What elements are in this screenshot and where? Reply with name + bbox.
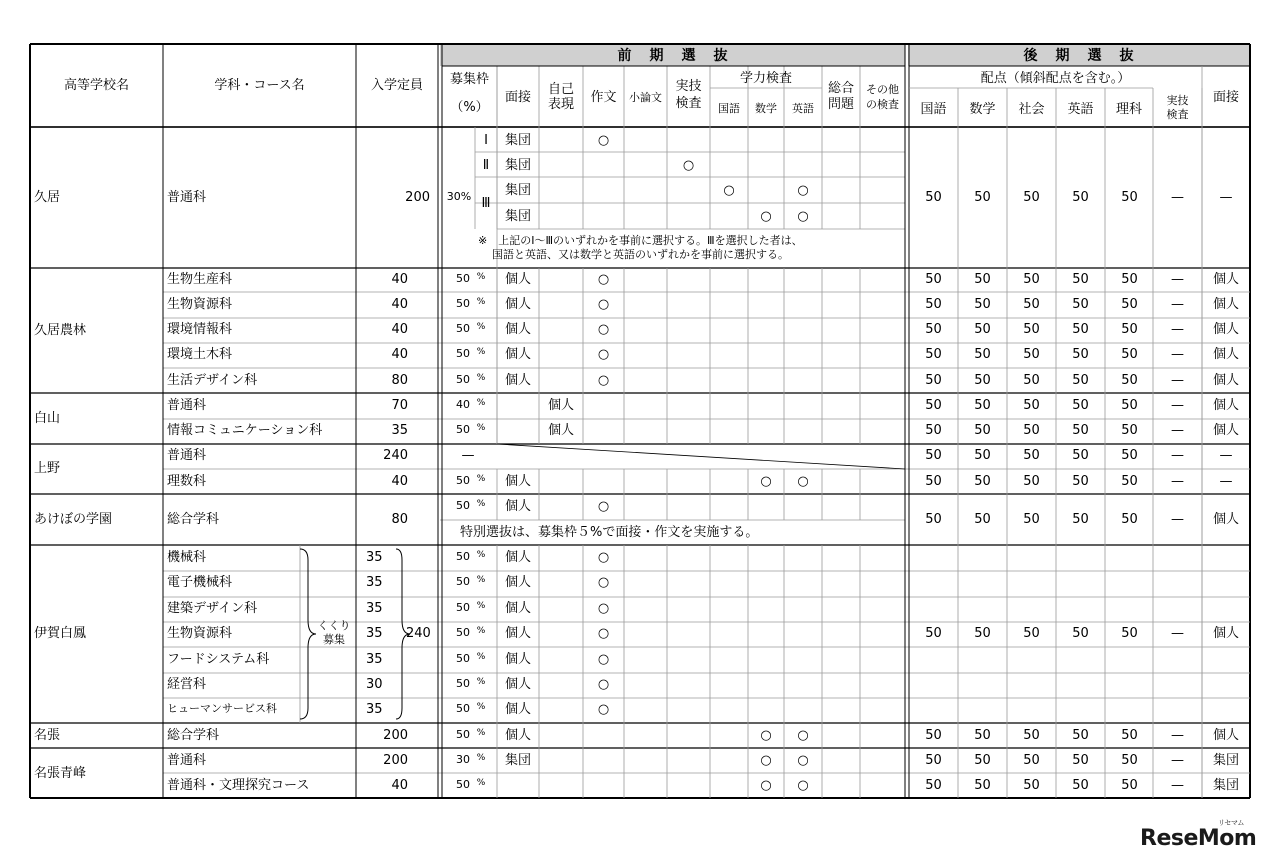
late-score: 50 xyxy=(1023,373,1040,388)
late-score: 50 xyxy=(925,626,942,641)
header-school: 高等学校名 xyxy=(63,78,129,93)
school-name: 伊賀白鳳 xyxy=(34,626,87,641)
header-practical2: 検査 xyxy=(675,96,702,111)
late-score: 50 xyxy=(974,373,991,388)
course-name: 普通科・文理探究コース xyxy=(167,778,310,793)
course-name: 普通科 xyxy=(167,190,207,205)
late-interview: 集団 xyxy=(1212,753,1239,768)
late-practical-dash: — xyxy=(1171,347,1184,362)
self-value: 個人 xyxy=(547,398,574,413)
capacity: 240 xyxy=(383,448,408,463)
essay-circle: ○ xyxy=(597,677,610,692)
quota-pct: % xyxy=(476,575,486,585)
late-score: 50 xyxy=(925,753,942,768)
capacity: 70 xyxy=(391,398,408,413)
quota-pct: % xyxy=(476,652,486,662)
header-sogo2: 問題 xyxy=(827,97,854,112)
school-name: 久居 xyxy=(34,190,61,205)
quota-pct: % xyxy=(476,499,486,509)
group-label2: 募集 xyxy=(323,633,345,646)
note-line1: ※ 上記のⅠ～Ⅲのいずれかを事前に選択する。Ⅲを選択した者は、 xyxy=(478,234,803,247)
late-score: 50 xyxy=(1023,423,1040,438)
capacity: 200 xyxy=(383,753,408,768)
school-name: 名張青峰 xyxy=(34,766,87,781)
late-score: 50 xyxy=(974,190,991,205)
quota-pct: % xyxy=(476,322,486,332)
late-practical-dash: — xyxy=(1171,626,1184,641)
course-name: 環境情報科 xyxy=(167,322,233,337)
course-name: ヒューマンサービス科 xyxy=(167,702,277,715)
capacity: 35 xyxy=(366,550,383,565)
late-score: 50 xyxy=(1072,297,1089,312)
capacity: 80 xyxy=(391,373,408,388)
late-score: 50 xyxy=(1023,626,1040,641)
late-score: 50 xyxy=(1121,448,1138,463)
capacity: 40 xyxy=(391,474,408,489)
header-practical1: 実技 xyxy=(675,79,702,94)
late-score: 50 xyxy=(1121,347,1138,362)
quota-value: 30 xyxy=(456,753,470,766)
quota-pct: % xyxy=(476,423,486,433)
late-score: 50 xyxy=(1121,753,1138,768)
capacity: 40 xyxy=(391,322,408,337)
school-name: 白山 xyxy=(34,411,61,426)
roman3: Ⅲ xyxy=(481,196,491,211)
quota-pct: % xyxy=(476,753,486,763)
group-label1: くくり xyxy=(317,619,351,632)
logo-sub: リセマム xyxy=(1218,819,1244,827)
essay-circle: ○ xyxy=(597,626,610,641)
late-score: 50 xyxy=(974,512,991,527)
sugaku-circle: ○ xyxy=(760,209,772,224)
special-note: 特別選抜は、募集枠５%で面接・作文を実施する。 xyxy=(460,525,759,540)
header-early: 前 期 選 抜 xyxy=(617,48,730,64)
quota-pct: % xyxy=(476,550,486,560)
essay-circle: ○ xyxy=(597,347,610,362)
self-value: 個人 xyxy=(547,423,574,438)
course-name: 生物生産科 xyxy=(167,272,233,287)
quota-value: 50 xyxy=(456,322,470,335)
late-score: 50 xyxy=(1072,373,1089,388)
quota-value: 50 xyxy=(456,297,470,310)
course-name: 機械科 xyxy=(167,550,207,565)
late-practical-dash: — xyxy=(1171,398,1184,413)
late-score: 50 xyxy=(974,322,991,337)
header-late-practical2: 検査 xyxy=(1166,108,1189,121)
eigo-circle: ○ xyxy=(797,183,809,198)
quota-value: 50 xyxy=(456,272,470,285)
late-practical-dash: — xyxy=(1171,322,1184,337)
late-score: 50 xyxy=(1072,190,1089,205)
late-score: 50 xyxy=(1121,190,1138,205)
quota-value: 30% xyxy=(446,190,472,203)
course-name: 総合学科 xyxy=(167,512,220,527)
sugaku-circle: ○ xyxy=(760,728,772,743)
quota-pct: % xyxy=(476,297,486,307)
interview-value: 個人 xyxy=(504,347,531,362)
header-quota-unit: （%） xyxy=(450,100,489,115)
course-name: 生物資源科 xyxy=(167,297,233,312)
logo-text: ReseMom xyxy=(1140,826,1257,851)
quota-pct: % xyxy=(476,778,486,788)
course-name: 建築デザイン科 xyxy=(167,601,258,616)
sugaku-circle: ○ xyxy=(760,753,772,768)
late-score: 50 xyxy=(925,778,942,793)
capacity: 80 xyxy=(391,512,408,527)
course-name: 理数科 xyxy=(167,474,207,489)
late-score: 50 xyxy=(974,398,991,413)
school-name: あけぼの学園 xyxy=(34,512,113,527)
late-score: 50 xyxy=(1121,474,1138,489)
interview-value: 個人 xyxy=(504,677,531,692)
late-interview: 個人 xyxy=(1212,373,1239,388)
essay-circle: ○ xyxy=(597,702,610,717)
late-score: 50 xyxy=(974,474,991,489)
quota-pct: % xyxy=(476,601,486,611)
course-name: 総合学科 xyxy=(167,728,220,743)
late-interview: 個人 xyxy=(1212,297,1239,312)
late-score: 50 xyxy=(925,728,942,743)
late-score: 50 xyxy=(925,347,942,362)
header-interview: 面接 xyxy=(504,90,531,105)
interview-value: 集団 xyxy=(504,183,531,198)
late-practical-dash: — xyxy=(1171,423,1184,438)
course-name: 環境土木科 xyxy=(167,347,233,362)
header-late-rika: 理科 xyxy=(1115,102,1142,117)
late-practical-dash: — xyxy=(1171,474,1184,489)
header-late: 後 期 選 抜 xyxy=(1023,48,1136,64)
quota-value: 50 xyxy=(456,550,470,563)
late-score: 50 xyxy=(1023,297,1040,312)
late-score: 50 xyxy=(925,423,942,438)
late-practical-dash: — xyxy=(1171,297,1184,312)
quota-pct: % xyxy=(476,702,486,712)
late-score: 50 xyxy=(1072,626,1089,641)
eigo-circle: ○ xyxy=(797,728,809,743)
eigo-circle: ○ xyxy=(797,778,809,793)
late-score: 50 xyxy=(925,190,942,205)
quota-pct: % xyxy=(476,626,486,636)
late-interview: 個人 xyxy=(1212,322,1239,337)
late-interview: — xyxy=(1219,190,1233,205)
essay-circle: ○ xyxy=(597,499,610,514)
roman2: Ⅱ xyxy=(482,158,490,173)
school-name: 久居農林 xyxy=(34,323,87,338)
interview-value: 個人 xyxy=(504,601,531,616)
late-interview: — xyxy=(1219,474,1233,489)
capacity: 200 xyxy=(405,190,430,205)
late-practical-dash: — xyxy=(1171,778,1184,793)
interview-value: 個人 xyxy=(504,297,531,312)
header-course: 学科・コース名 xyxy=(214,78,305,93)
quota-dash: — xyxy=(461,448,475,463)
interview-value: 個人 xyxy=(504,272,531,287)
late-score: 50 xyxy=(974,448,991,463)
late-score: 50 xyxy=(1072,753,1089,768)
header-sogo1: 総合 xyxy=(827,81,854,96)
interview-value: 集団 xyxy=(504,133,531,148)
late-score: 50 xyxy=(974,423,991,438)
late-score: 50 xyxy=(1072,512,1089,527)
essay-circle: ○ xyxy=(597,133,610,148)
quota-value: 50 xyxy=(456,626,470,639)
late-score: 50 xyxy=(1072,423,1089,438)
interview-value: 個人 xyxy=(504,373,531,388)
interview-value: 個人 xyxy=(504,575,531,590)
late-score: 50 xyxy=(974,272,991,287)
capacity: 40 xyxy=(391,778,408,793)
capacity: 35 xyxy=(366,626,383,641)
interview-value: 個人 xyxy=(504,474,531,489)
quota-pct: % xyxy=(476,398,486,408)
school-name: 名張 xyxy=(34,728,61,743)
late-score: 50 xyxy=(1023,474,1040,489)
late-score: 50 xyxy=(1023,448,1040,463)
quota-value: 50 xyxy=(456,373,470,386)
quota-value: 50 xyxy=(456,601,470,614)
quota-value: 50 xyxy=(456,474,470,487)
header-other2: の検査 xyxy=(866,98,899,111)
late-practical-dash: — xyxy=(1171,728,1184,743)
kokugo-circle: ○ xyxy=(723,183,735,198)
capacity-total: 240 xyxy=(406,626,431,641)
late-practical-dash: — xyxy=(1171,448,1184,463)
eigo-circle: ○ xyxy=(797,474,809,489)
late-score: 50 xyxy=(1023,728,1040,743)
late-score: 50 xyxy=(1072,322,1089,337)
interview-value: 個人 xyxy=(504,322,531,337)
quota-value: 50 xyxy=(456,677,470,690)
header-late-shakai: 社会 xyxy=(1018,102,1045,117)
late-interview: 個人 xyxy=(1212,728,1239,743)
resemom-logo xyxy=(1140,819,1257,851)
interview-value: 個人 xyxy=(504,550,531,565)
essay-circle: ○ xyxy=(597,297,610,312)
quota-value: 50 xyxy=(456,499,470,512)
capacity: 35 xyxy=(366,575,383,590)
late-interview: 個人 xyxy=(1212,423,1239,438)
quota-value: 50 xyxy=(456,778,470,791)
essay-circle: ○ xyxy=(597,575,610,590)
late-score: 50 xyxy=(1072,398,1089,413)
quota-value: 50 xyxy=(456,728,470,741)
header-late-sugaku: 数学 xyxy=(969,102,996,117)
capacity: 200 xyxy=(383,728,408,743)
course-name: 電子機械科 xyxy=(167,575,233,590)
header-self1: 自己 xyxy=(547,82,574,97)
late-score: 50 xyxy=(1072,474,1089,489)
late-score: 50 xyxy=(925,297,942,312)
note-line2: 国語と英語、又は数学と英語のいずれかを事前に選択する。 xyxy=(492,248,789,261)
eigo-circle: ○ xyxy=(797,209,809,224)
essay-circle: ○ xyxy=(597,652,610,667)
interview-value: 集団 xyxy=(504,209,531,224)
late-interview: — xyxy=(1219,448,1233,463)
header-late-eigo: 英語 xyxy=(1067,102,1094,117)
interview-value: 個人 xyxy=(504,652,531,667)
late-score: 50 xyxy=(1121,728,1138,743)
late-score: 50 xyxy=(1072,448,1089,463)
late-score: 50 xyxy=(974,728,991,743)
late-score: 50 xyxy=(1023,512,1040,527)
header-other1: その他 xyxy=(866,83,899,96)
late-score: 50 xyxy=(1023,272,1040,287)
header-sugaku: 数学 xyxy=(755,102,777,115)
essay-circle: ○ xyxy=(597,550,610,565)
interview-value: 個人 xyxy=(504,626,531,641)
course-name: 生活デザイン科 xyxy=(167,373,258,388)
late-score: 50 xyxy=(1072,272,1089,287)
late-score: 50 xyxy=(925,474,942,489)
eigo-circle: ○ xyxy=(797,753,809,768)
quota-value: 50 xyxy=(456,702,470,715)
late-score: 50 xyxy=(1121,398,1138,413)
late-score: 50 xyxy=(925,398,942,413)
interview-value: 個人 xyxy=(504,702,531,717)
late-score: 50 xyxy=(1072,778,1089,793)
late-score: 50 xyxy=(1023,753,1040,768)
header-kokugo: 国語 xyxy=(718,102,740,115)
late-score: 50 xyxy=(925,512,942,527)
quota-value: 50 xyxy=(456,575,470,588)
quota-value: 40 xyxy=(456,398,470,411)
school-name: 上野 xyxy=(34,461,61,476)
late-score: 50 xyxy=(1023,398,1040,413)
interview-value: 個人 xyxy=(504,499,531,514)
essay-circle: ○ xyxy=(597,601,610,616)
interview-value: 集団 xyxy=(504,753,531,768)
late-interview: 個人 xyxy=(1212,398,1239,413)
course-name: 生物資源科 xyxy=(167,626,233,641)
sugaku-circle: ○ xyxy=(760,778,772,793)
late-practical-dash: — xyxy=(1171,190,1184,205)
late-practical-dash: — xyxy=(1171,272,1184,287)
practical-circle: ○ xyxy=(682,158,695,173)
header-academic: 学力検査 xyxy=(739,71,792,86)
header-short-essay: 小論文 xyxy=(629,91,662,104)
quota-pct: % xyxy=(476,677,486,687)
late-score: 50 xyxy=(1121,778,1138,793)
late-score: 50 xyxy=(974,753,991,768)
late-score: 50 xyxy=(1121,373,1138,388)
capacity: 35 xyxy=(366,652,383,667)
quota-pct: % xyxy=(476,474,486,484)
essay-circle: ○ xyxy=(597,322,610,337)
quota-value: 50 xyxy=(456,347,470,360)
late-score: 50 xyxy=(1072,347,1089,362)
course-name: フードシステム科 xyxy=(167,652,270,667)
late-practical-dash: — xyxy=(1171,373,1184,388)
sugaku-circle: ○ xyxy=(760,474,772,489)
header-points: 配点（傾斜配点を含む。） xyxy=(980,71,1131,86)
header-capacity: 入学定員 xyxy=(370,78,423,93)
course-name: 情報コミュニケーション科 xyxy=(167,423,323,438)
header-self2: 表現 xyxy=(547,97,574,112)
header-quota: 募集枠 xyxy=(449,72,489,87)
capacity: 40 xyxy=(391,272,408,287)
late-practical-dash: — xyxy=(1171,512,1184,527)
capacity: 40 xyxy=(391,347,408,362)
late-interview: 個人 xyxy=(1212,512,1239,527)
essay-circle: ○ xyxy=(597,373,610,388)
late-score: 50 xyxy=(1023,778,1040,793)
header-eigo: 英語 xyxy=(792,102,814,115)
course-name: 普通科 xyxy=(167,448,207,463)
late-interview: 個人 xyxy=(1212,626,1239,641)
capacity: 40 xyxy=(391,297,408,312)
late-score: 50 xyxy=(1023,190,1040,205)
late-interview: 個人 xyxy=(1212,272,1239,287)
header-late-interview: 面接 xyxy=(1212,90,1239,105)
course-name: 経営科 xyxy=(167,677,207,692)
capacity: 35 xyxy=(366,601,383,616)
capacity: 30 xyxy=(366,677,383,692)
late-interview: 個人 xyxy=(1212,347,1239,362)
late-score: 50 xyxy=(974,297,991,312)
late-score: 50 xyxy=(925,373,942,388)
late-score: 50 xyxy=(925,448,942,463)
late-score: 50 xyxy=(1023,347,1040,362)
late-score: 50 xyxy=(974,778,991,793)
capacity: 35 xyxy=(366,702,383,717)
late-score: 50 xyxy=(1121,322,1138,337)
course-name: 普通科 xyxy=(167,398,207,413)
quota-value: 50 xyxy=(456,652,470,665)
essay-circle: ○ xyxy=(597,272,610,287)
quota-pct: % xyxy=(476,728,486,738)
late-interview: 集団 xyxy=(1212,778,1239,793)
late-score: 50 xyxy=(974,626,991,641)
roman1: Ⅰ xyxy=(484,133,488,148)
quota-pct: % xyxy=(476,272,486,282)
quota-pct: % xyxy=(476,347,486,357)
late-score: 50 xyxy=(925,272,942,287)
late-practical-dash: — xyxy=(1171,753,1184,768)
quota-pct: % xyxy=(476,373,486,383)
grid-line xyxy=(497,444,905,469)
late-score: 50 xyxy=(1121,512,1138,527)
late-score: 50 xyxy=(1072,728,1089,743)
late-score: 50 xyxy=(1121,423,1138,438)
late-score: 50 xyxy=(974,347,991,362)
late-score: 50 xyxy=(1121,297,1138,312)
course-name: 普通科 xyxy=(167,753,207,768)
late-score: 50 xyxy=(925,322,942,337)
capacity: 35 xyxy=(391,423,408,438)
header-late-kokugo: 国語 xyxy=(920,102,947,117)
late-score: 50 xyxy=(1121,626,1138,641)
late-score: 50 xyxy=(1121,272,1138,287)
late-score: 50 xyxy=(1023,322,1040,337)
header-essay: 作文 xyxy=(590,90,617,105)
interview-value: 集団 xyxy=(504,158,531,173)
header-late-practical1: 実技 xyxy=(1166,94,1189,107)
quota-value: 50 xyxy=(456,423,470,436)
interview-value: 個人 xyxy=(504,728,531,743)
